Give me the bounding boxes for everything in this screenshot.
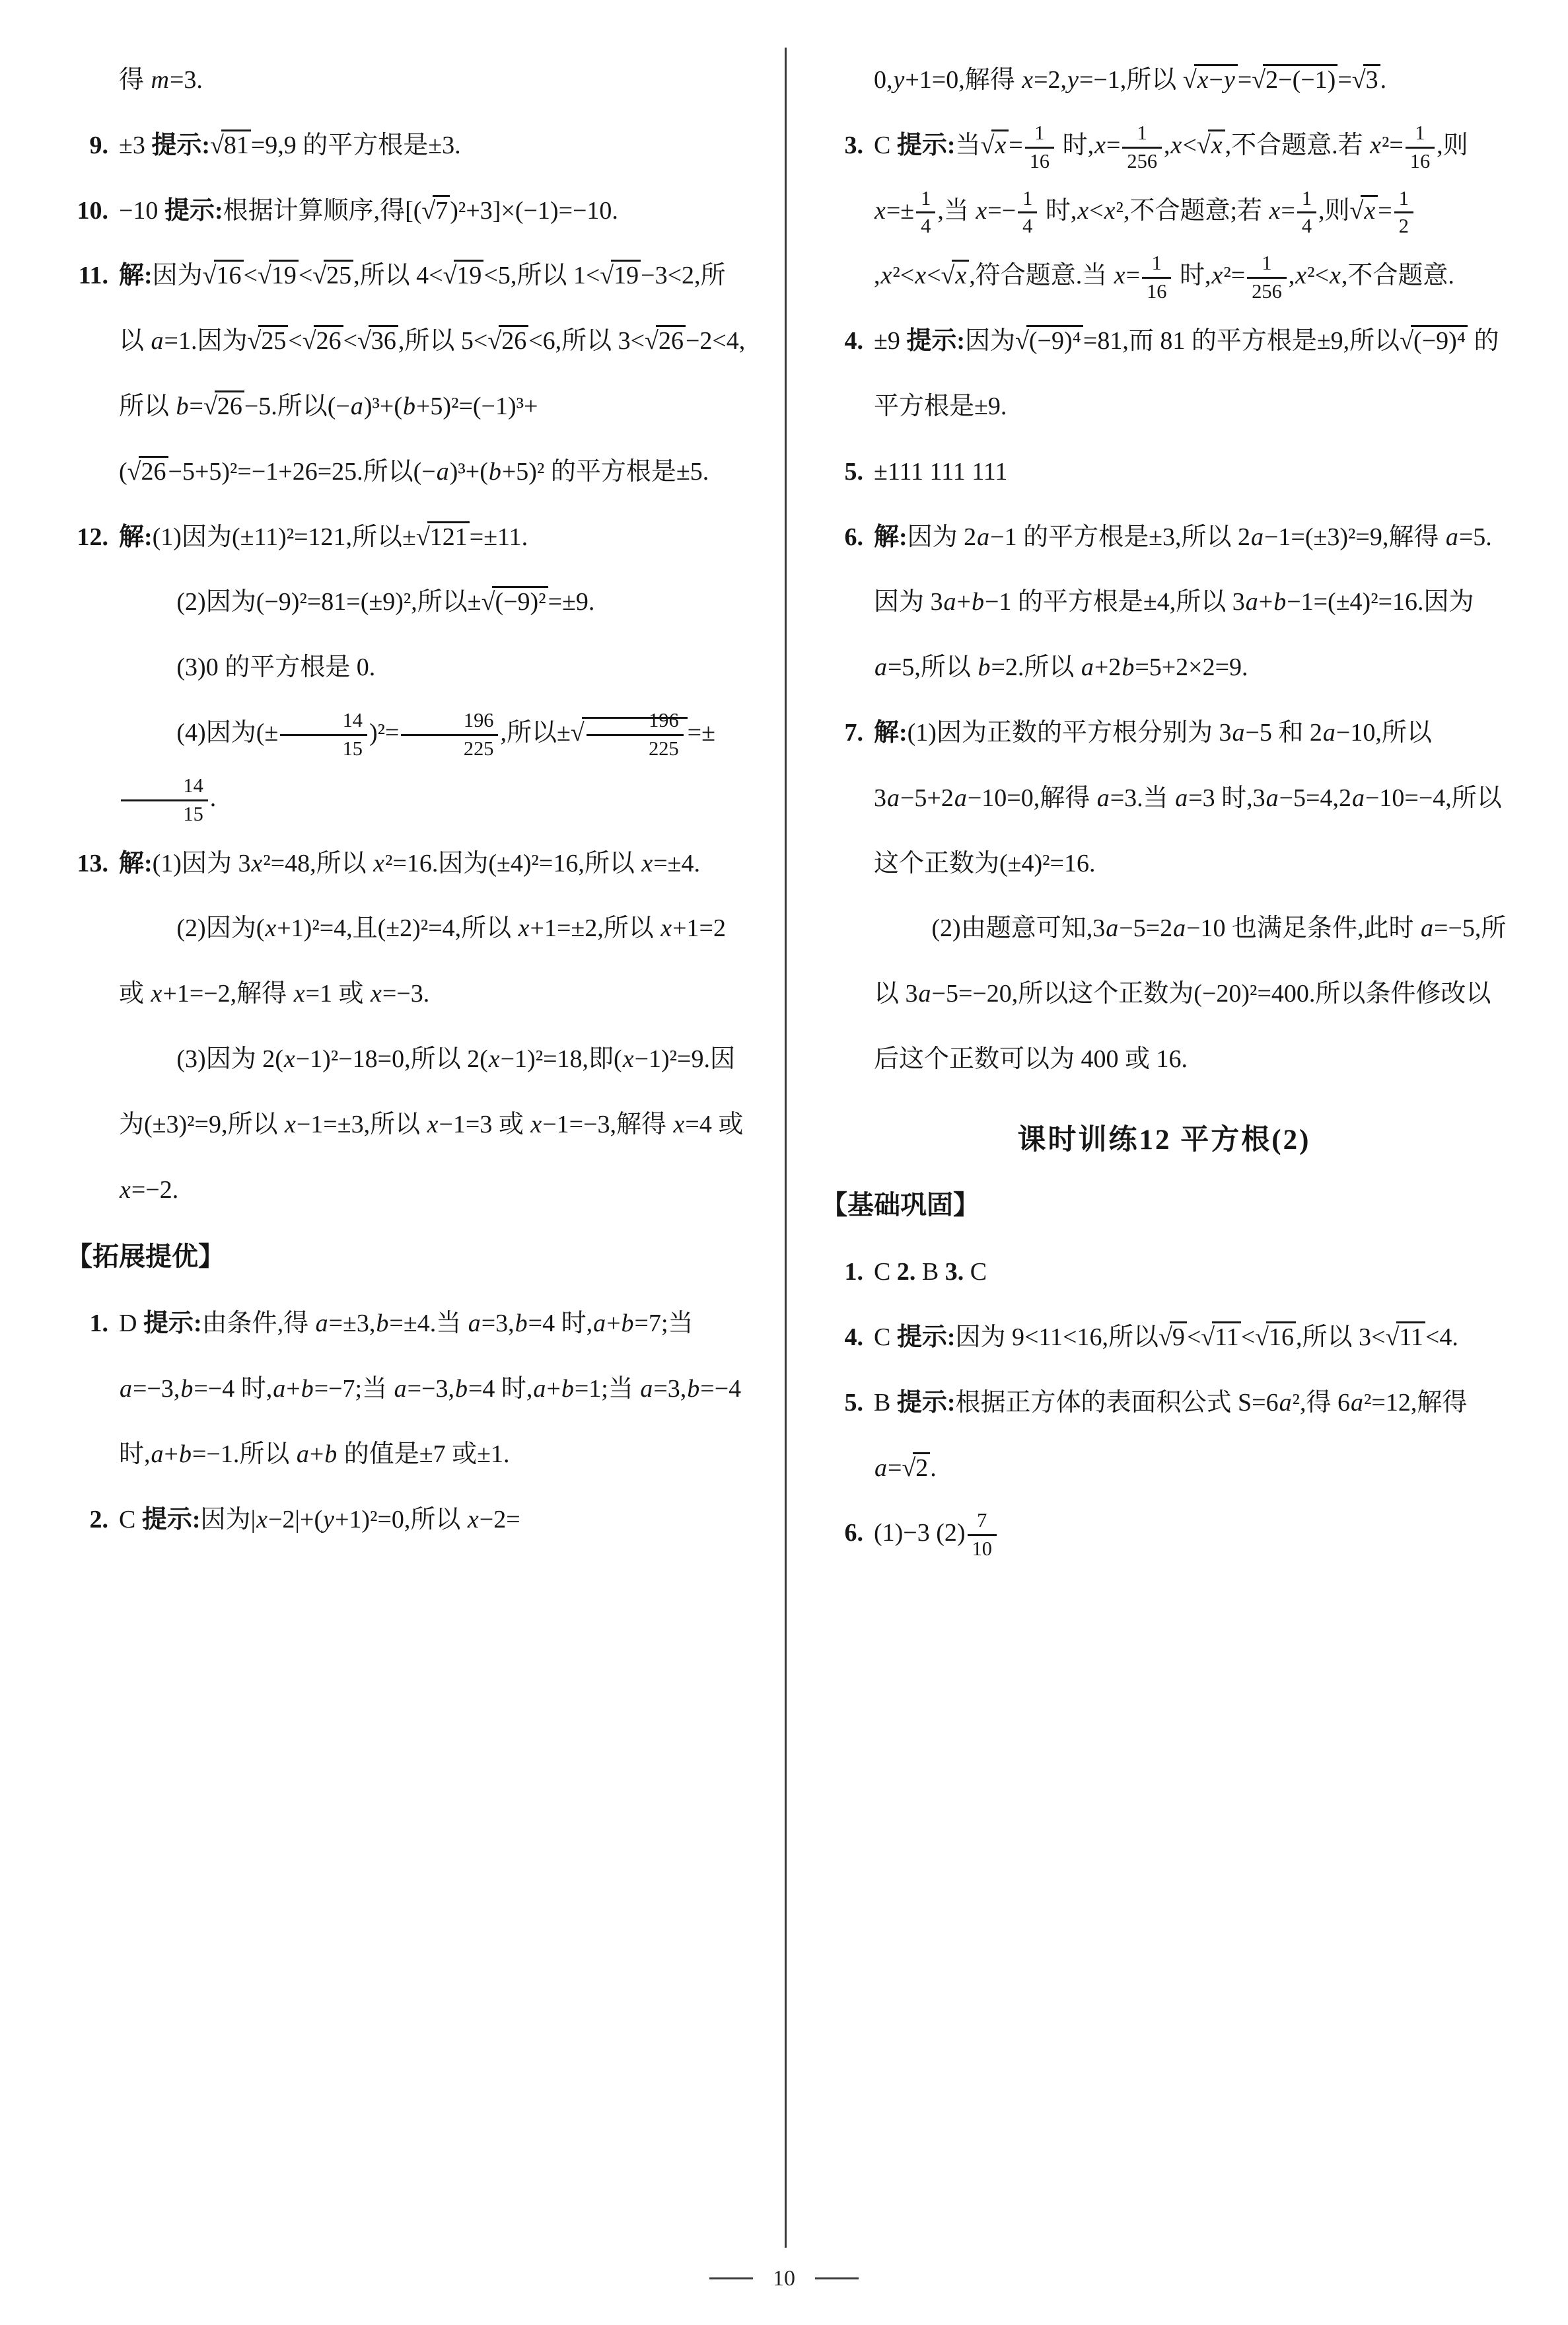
item-body: C 提示:因为 9<11<16,所以√9<√11<√16,所以 3<√11<4. <box>874 1305 1507 1370</box>
item-body: −10 提示:根据计算顺序,得[(√7)²+3]×(−1)=−10. <box>119 178 748 244</box>
solution-paragraph: (3)因为 2(x−1)²−18=0,所以 2(x−1)²=18,即(x−1)²=9.因为(±3)²=9,所以 x−1=±3,所以 x−1=3 或 x−1=−3,解得 x=4 或 x=−2. <box>119 1045 744 1204</box>
item-body: ±9 提示:因为√(−9)⁴=81,而 81 的平方根是±9,所以√(−9)⁴ 的平方根是±9. <box>874 309 1507 439</box>
solution-item-7 <box>821 700 1507 1092</box>
section-heading-jichu-gonggu: 【基础巩固】 <box>821 1190 980 1220</box>
solution-item-3 <box>821 113 1507 309</box>
item-number: 9. <box>89 131 108 159</box>
item-number: 7. <box>844 718 863 747</box>
item-body: (1)−3 (2) $\frac{7}{10}$ <box>874 1500 1507 1566</box>
solution-item-13 <box>66 831 748 1223</box>
item-number: 1. <box>844 1258 863 1286</box>
solution-paragraph: 解:(1)因为 3x²=48,所以 x²=16.因为(±4)²=16,所以 x=±4. <box>119 849 701 877</box>
footer-rule-left <box>709 2277 753 2279</box>
item-number: 5. <box>844 457 863 486</box>
solution-item-b5 <box>821 1370 1507 1501</box>
item-number: 3. <box>844 131 863 159</box>
solution-paragraph: (3)0 的平方根是 0. <box>176 653 376 682</box>
item-body: C 提示:当√x = $\frac{1}{16}$ 时,x= $\frac{1}{256}$ ,x<√x ,不合题意.若 x²= $\frac{1}{16}$ ,则 x=± $\frac{1}{4}$ ,当 x=− $\frac{1}{4}$ 时,x<x²,不合题意;若 x= $\frac{1}{4}$ ,则√x = $\frac{1}{2}$ ,x²<x<√x ,符合题意.当 x= $\frac{1}{16}$ 时,x²= $\frac{1}{256}$ ,x²<x,不合题意. <box>874 121 1468 303</box>
item-number: 13. <box>77 849 108 877</box>
solution-item-ext-1 <box>66 1291 748 1487</box>
item-body: 得 m=3. <box>119 66 203 94</box>
item-number: 10. <box>77 196 108 225</box>
footer-rule-right <box>815 2277 859 2279</box>
page-number: 10 <box>773 2266 795 2291</box>
right-column <box>787 48 1507 2248</box>
solution-item-12 <box>66 505 748 831</box>
item-number: 4. <box>844 327 863 355</box>
item-body: ±111 111 111 <box>874 457 1008 486</box>
solution-item-ext-2 <box>66 1487 748 1553</box>
solution-paragraph: (2)因为(x+1)²=4,且(±2)²=4,所以 x+1=±2,所以 x+1=2 或 x+1=−2,解得 x=1 或 x=−3. <box>119 914 726 1008</box>
solution-item-6 <box>821 505 1507 700</box>
solution-paragraph: 解:(1)因为正数的平方根分别为 3a−5 和 2a−10,所以 3a−5+2a−10=0,解得 a=3.当 a=3 时,3a−5=4,2a−10=−4,所以这个正数为(±4)²=16. <box>874 718 1502 877</box>
item-number: 6. <box>844 1519 863 1547</box>
item-body: C 提示:因为|x−2|+(y+1)²=0,所以 x−2= <box>119 1505 520 1533</box>
item-body: 0,y+1=0,解得 x=2,y=−1,所以 √x−y =√2−(−1)=√3. <box>874 48 1507 113</box>
item-number: 11. <box>78 262 108 290</box>
left-column <box>66 48 787 2248</box>
solution-item-11 <box>66 243 748 504</box>
page-footer <box>0 2248 1568 2308</box>
solution-item-b6 <box>821 1500 1507 1566</box>
item-body: D 提示:由条件,得 a=±3,b=±4.当 a=3,b=4 时,a+b=7;当 a=−3,b=−4 时,a+b=−7;当 a=−3,b=4 时,a+b=1;当 a=3,b=−4 时,a+b=−1.所以 a+b 的值是±7 或±1. <box>119 1310 742 1468</box>
item-body: 解:因为√16<√19<√25,所以 4<√19<5,所以 1<√19−3<2,所以 a=1.因为√25<√26<√36,所以 5<√26<6,所以 3<√26−2<4,所以 b=√26−5.所以(−a)³+(b+5)²=(−1)³+(√26−5+5)²=−1+26=25.所以(−a)³+(b+5)² 的平方根是±5. <box>119 243 748 504</box>
item-number: 12. <box>77 523 108 551</box>
solution-paragraph: 解:(1)因为(±11)²=121,所以±√121=±11. <box>119 505 748 570</box>
item-number: 2. <box>89 1505 108 1533</box>
item-body: C 2. B 3. C <box>874 1258 987 1286</box>
item-number: 1. <box>89 1310 108 1338</box>
item-number: 4. <box>844 1323 863 1351</box>
continuation-line <box>66 48 748 113</box>
continuation-line <box>821 48 1507 113</box>
lesson-title: 课时训练12 平方根(2) <box>1017 1124 1311 1156</box>
solution-item-9 <box>66 113 748 178</box>
solution-item-10 <box>66 178 748 244</box>
item-number: 5. <box>844 1388 863 1417</box>
solution-paragraph: (4)因为(± $\frac{14}{15}$ )²= $\frac{196}{225}$ ,所以±√ $\frac{196}{225}$ =± $\frac{14}{15}$ . <box>119 700 748 831</box>
section-heading-tuozhan-tiyou: 【拓展提优】 <box>66 1241 225 1272</box>
item-body <box>119 505 748 831</box>
item-body: ±3 提示:√81=9,9 的平方根是±3. <box>119 113 748 178</box>
solution-item-5 <box>821 439 1507 505</box>
item-number: 6. <box>844 523 863 551</box>
item-body: B 提示:根据正方体的表面积公式 S=6a²,得 6a²=12,解得 a=√2. <box>874 1388 1468 1482</box>
answer-row-1-2-3 <box>821 1239 1507 1305</box>
solution-item-b4 <box>821 1305 1507 1370</box>
solution-item-4 <box>821 309 1507 439</box>
item-body <box>874 700 1507 1092</box>
solution-paragraph: (2)因为(−9)²=81=(±9)²,所以±√(−9)²=±9. <box>119 570 748 635</box>
item-body: 解:因为 2a−1 的平方根是±3,所以 2a−1=(±3)²=9,解得 a=5.因为 3a+b−1 的平方根是±4,所以 3a+b−1=(±4)²=16.因为 a=5,所以 b=2.所以 a+2b=5+2×2=9. <box>874 523 1492 682</box>
solution-paragraph: (2)由题意可知,3a−5=2a−10 也满足条件,此时 a=−5,所以 3a−5=−20,所以这个正数为(−20)²=400.所以条件修改以后这个正数可以为 400 或 16. <box>874 914 1507 1073</box>
item-body <box>119 831 748 1223</box>
